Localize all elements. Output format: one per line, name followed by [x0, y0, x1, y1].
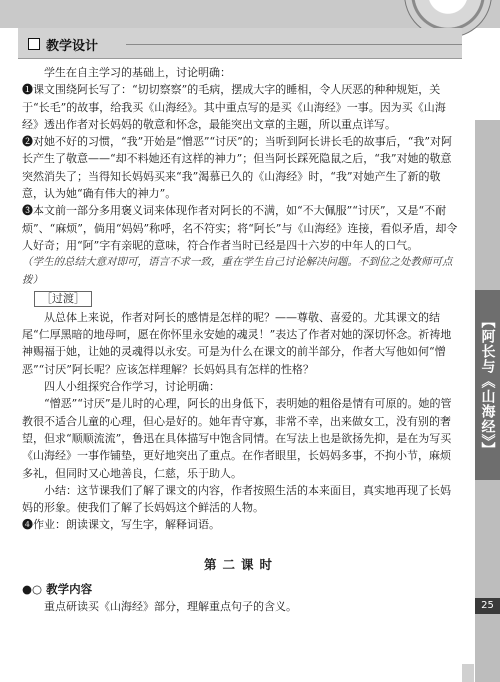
paragraph-teaching-content: 重点研读买《山海经》部分，理解重点句子的含义。: [44, 600, 297, 614]
section-header: [28, 34, 98, 54]
section-header-label: 教学设计: [46, 38, 99, 54]
transition-tag: ［过渡］: [34, 291, 92, 307]
main-content: [22, 64, 460, 616]
checkbox-square-icon: [28, 38, 40, 50]
page-number: 25: [475, 598, 500, 614]
section-title: 第二课时: [203, 556, 278, 572]
paragraph-point-1: ❶课文围绕阿长写了：“切切察察”的毛病，摆成大字的睡相，令人厌恶的种种规矩，关于“长毛”的故事，给我买《山海经》。其中重点写的是买《山海经》一事。因为买《山海经》透出作者对长妈妈的敬意和怀念，最能突出文章的主题，所以重点详写。: [22, 83, 446, 131]
side-title: 【阿长与《山海经》】: [475, 290, 500, 480]
paragraph-intro: 学生在自主学习的基础上，讨论明确：: [44, 66, 231, 79]
paragraph-transition: 从总体上来说，作者对阿长的感情是怎样的呢？——尊敬、喜爱的。尤其课文的结尾“仁厚黑暗的地母呵，愿在你怀里永安她的魂灵！”表达了作者对她的深切怀念。祈祷地神赐福于她，让她的灵魂得以永安。可是为什么在课文的前半部分，作者大写他如何“憎恶”“讨厌”阿长呢？应该怎样理解？长妈妈具有怎样的性格？: [22, 310, 452, 376]
paragraph-discussion: “憎恶”“讨厌”是儿时的心理，阿长的出身低下，表明她的粗俗是情有可原的。她的管教很不适合儿童的心理，但心是好的。她年青守寡，非常不幸，出来做女工，没有别的奢望，但求“顺顺流流”，鲁迅在具体描写中饱含同情。在写法上也是欲扬先抑，是在为写买《山海经》一事作铺垫，更好地突出了重点。在作者眼里，长妈妈多事，不拘小节，麻烦多礼，但同时又心地善良，仁慈，乐于助人。: [22, 397, 452, 480]
paragraph-note: （学生的总结大意对即可，语言不求一致，重在学生自己讨论解决问题。不到位之处教师可点拨）: [22, 256, 453, 286]
paragraph-group-study: 四人小组探究合作学习，讨论明确：: [44, 380, 220, 394]
header-rule: [126, 44, 462, 45]
paragraph-homework: ❹作业：朗读课文，写生字，解释词语。: [22, 518, 220, 532]
teaching-content-heading: ●○ 教学内容: [22, 582, 93, 597]
paragraph-summary: 小结：这节课我们了解了课文的内容，作者按照生活的本来面目，真实地再现了长妈妈的形象。使我们了解了长妈妈这个鲜活的人物。: [22, 483, 451, 515]
corner-decor: [462, 664, 474, 682]
paragraph-point-2: ❷对她不好的习惯，“我”开始是“憎恶”“讨厌”的；当听到阿长讲长毛的故事后，“我”对阿长产生了敬意——“却不料她还有这样的神力”；但当阿长踩死隐鼠之后，“我”对她的敬意突然消失了；当得知长妈妈买来“我”渴慕已久的《山海经》时，“我”对她产生了新的敬意，认为她“确有伟大的神力”。: [22, 135, 452, 201]
paragraph-point-3: ❸本文前一部分多用褒义词来体现作者对阿长的不满，如“不大佩服”“讨厌”，又是“不耐烦”、“麻烦”，倘用“妈妈”称呼，名不符实；将“阿长”与《山海经》连接，看似矛盾，却令人好奇；用“阿”字有亲昵的意味，符合作者当时已经是四十六岁的中年人的口气。: [22, 204, 458, 252]
